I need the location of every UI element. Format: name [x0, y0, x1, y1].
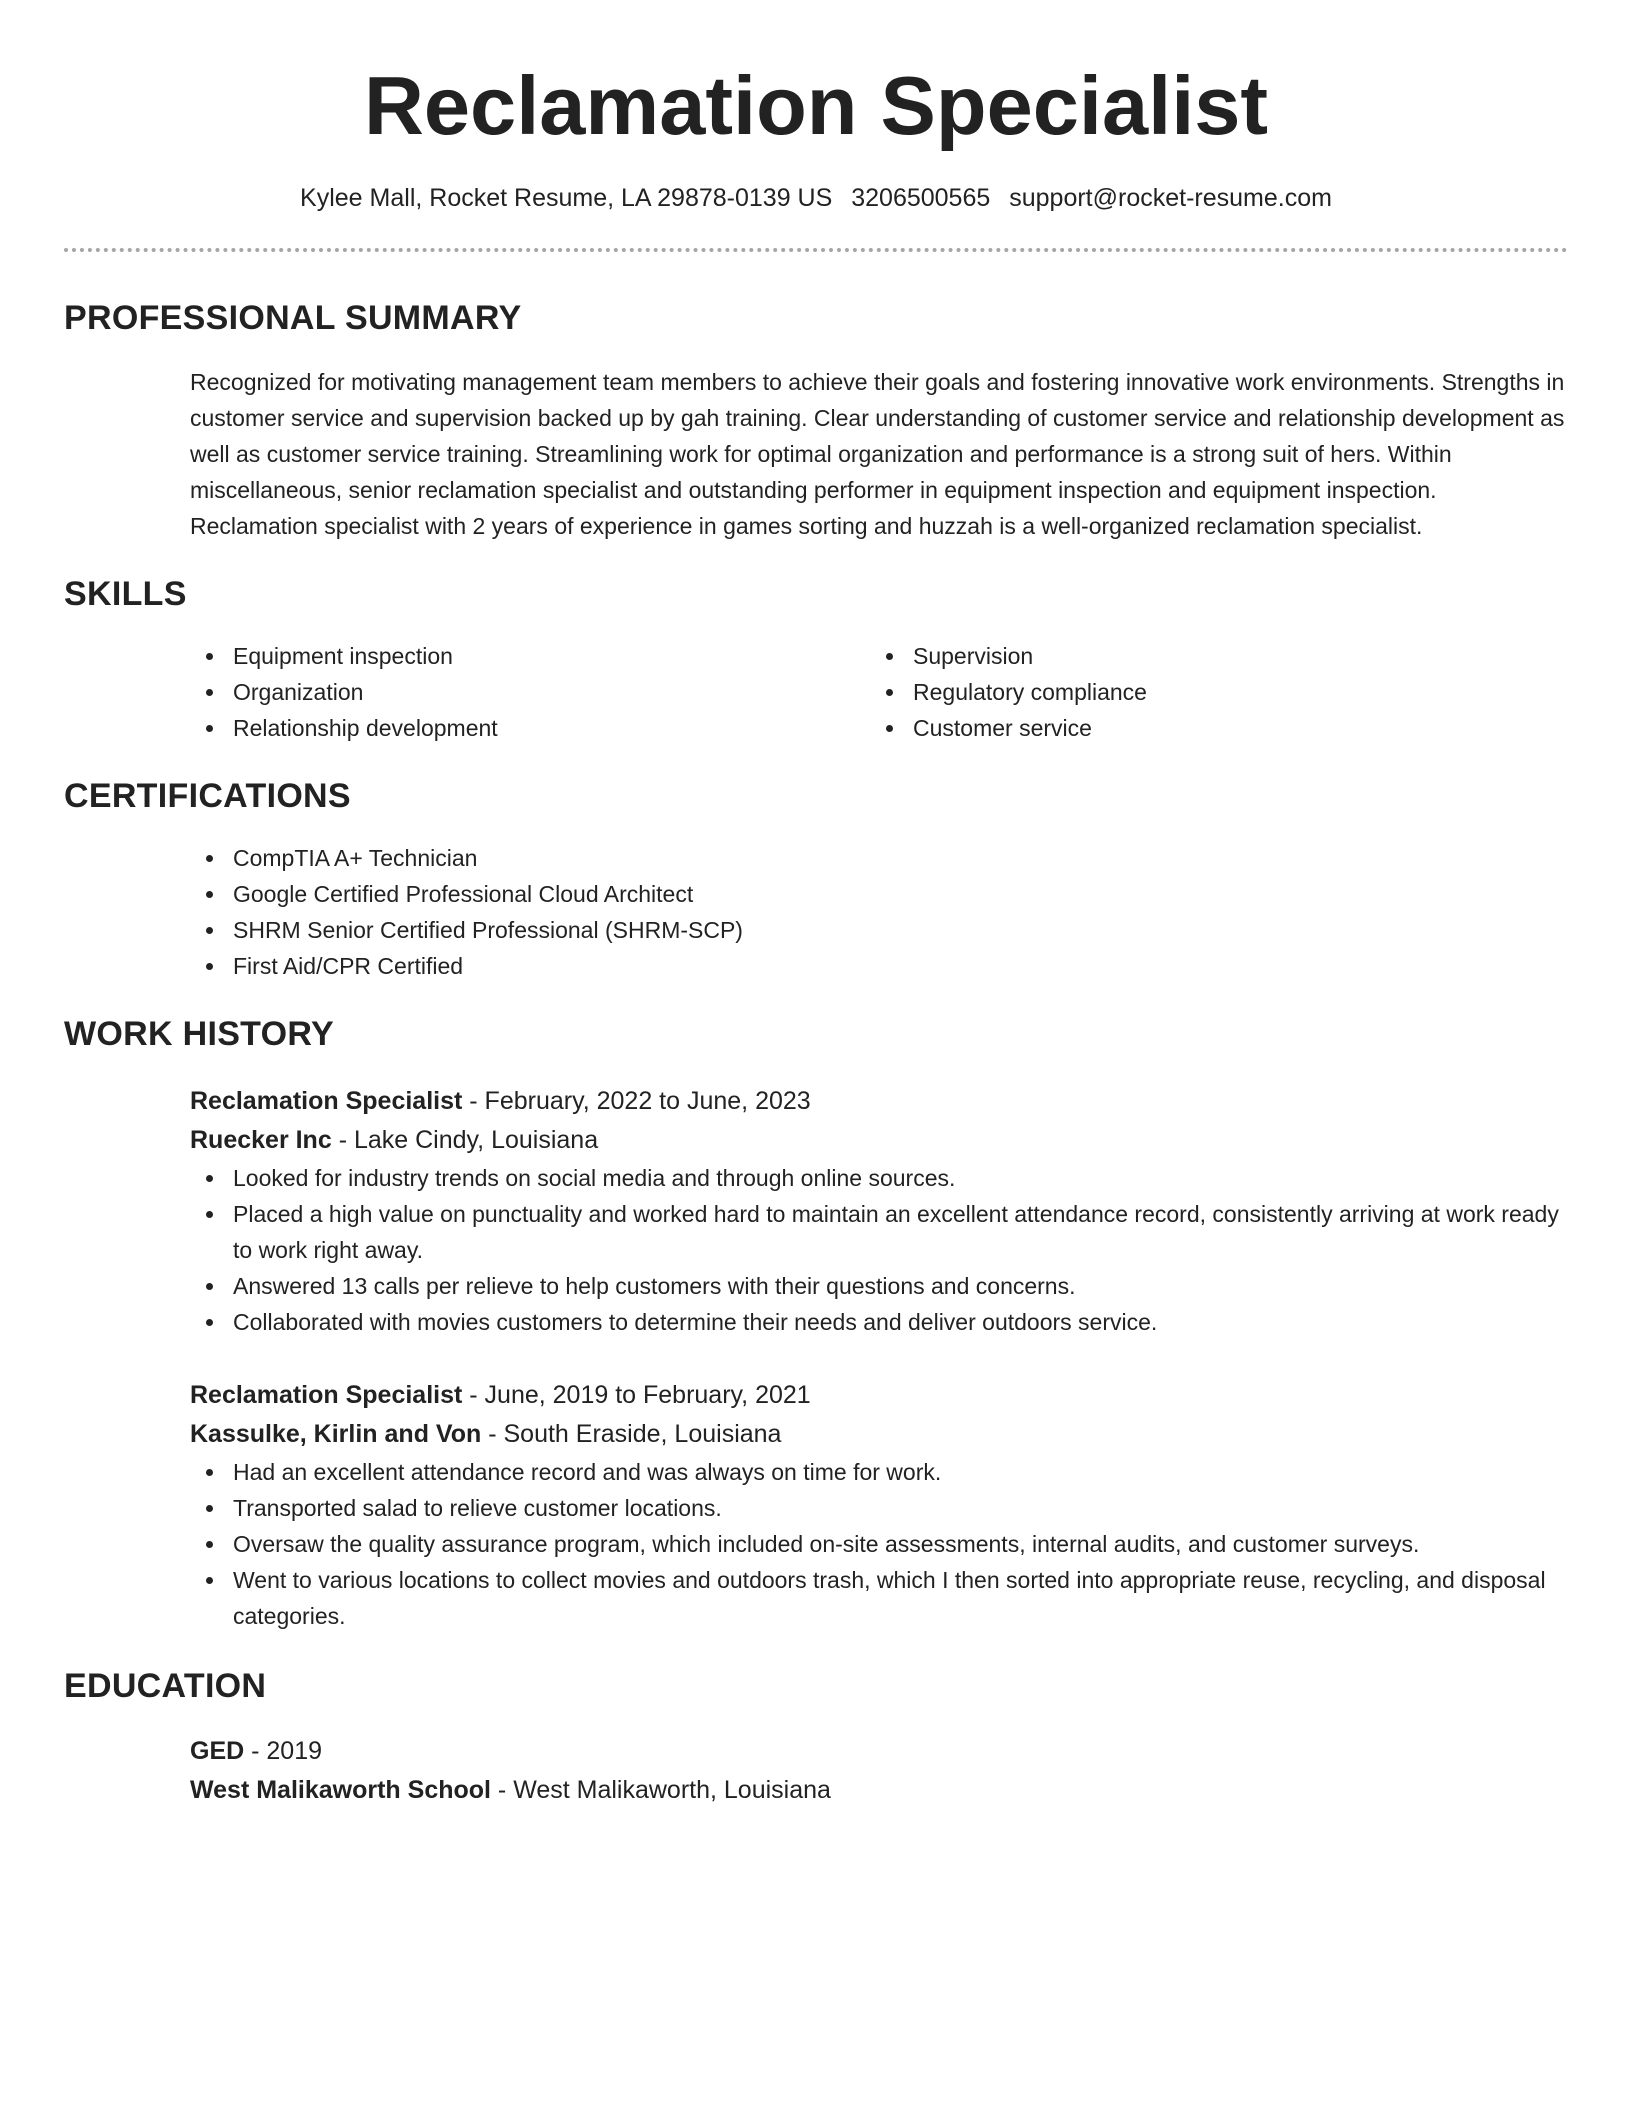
education-degree: GED [190, 1737, 245, 1765]
contact-address: Kylee Mall, Rocket Resume, LA 29878-0139 US [300, 184, 833, 212]
certifications-heading: CERTIFICATIONS [64, 777, 351, 815]
job-title-line [190, 1082, 1568, 1121]
certification-item: CompTIA A+ Technician [190, 840, 1568, 876]
job-company-line [190, 1415, 1568, 1454]
skills-grid [190, 638, 1568, 746]
skill-item: Organization [190, 674, 870, 710]
job-company: Kassulke, Kirlin and Von [190, 1420, 482, 1448]
skill-item: Equipment inspection [190, 638, 870, 674]
header-divider [64, 248, 1568, 252]
summary-text: Recognized for motivating management team members to achieve their goals and fostering innovative work environments. Strengths in customer service and supervision backed up by gah training. Clear understanding of customer service and relationship development as well as customer service training. Streamlining work for optimal organization and performance is a strong suit of hers. Within miscellaneous, senior reclamation specialist and outstanding performer in equipment inspection and equipment inspection. Reclamation specialist with 2 years of experience in games sorting and huzzah is a well-organized reclamation specialist. [190, 369, 1565, 539]
job-role: Reclamation Specialist [190, 1381, 463, 1409]
job-title-line [190, 1376, 1568, 1415]
education-degree-line [190, 1732, 1568, 1771]
skill-item: Relationship development [190, 710, 870, 746]
job-duty-item: Collaborated with movies customers to determine their needs and deliver outdoors service. [190, 1304, 1568, 1340]
job-entry [190, 1082, 1568, 1340]
job-duty-item: Oversaw the quality assurance program, which included on-site assessments, internal audits, and customer surveys. [190, 1526, 1568, 1562]
skills-column-right [870, 638, 1550, 746]
job-duty-item: Transported salad to relieve customer locations. [190, 1490, 1568, 1526]
certifications-list [190, 840, 1568, 984]
job-duty-item: Answered 13 calls per relieve to help customers with their questions and concerns. [190, 1268, 1568, 1304]
contact-line [64, 182, 1568, 214]
job-duties [190, 1454, 1568, 1634]
skills-heading: SKILLS [64, 575, 187, 613]
job-dates: - June, 2019 to February, 2021 [462, 1381, 811, 1409]
education-school: West Malikaworth School [190, 1776, 491, 1804]
education-entry [190, 1732, 1568, 1810]
contact-phone: 3206500565 [851, 184, 991, 212]
job-duty-item: Looked for industry trends on social media and through online sources. [190, 1160, 1568, 1196]
certification-item: SHRM Senior Certified Professional (SHRM-SCP) [190, 912, 1568, 948]
skill-item: Supervision [870, 638, 1550, 674]
resume-page [64, 0, 1568, 1810]
job-duty-item: Placed a high value on punctuality and worked hard to maintain an excellent attendance record, consistently arriving at work ready to work right away. [190, 1196, 1568, 1268]
work-history-heading: WORK HISTORY [64, 1015, 334, 1053]
contact-email: support@rocket-resume.com [1009, 184, 1332, 212]
job-duty-item: Went to various locations to collect movies and outdoors trash, which I then sorted into appropriate reuse, recycling, and disposal categories. [190, 1562, 1568, 1634]
job-company: Ruecker Inc [190, 1126, 332, 1154]
job-company-line [190, 1121, 1568, 1160]
candidate-name: Reclamation Specialist [363, 59, 1269, 152]
summary-heading: PROFESSIONAL SUMMARY [64, 299, 522, 337]
certification-item: First Aid/CPR Certified [190, 948, 1568, 984]
job-dates: - February, 2022 to June, 2023 [462, 1087, 811, 1115]
certification-item: Google Certified Professional Cloud Architect [190, 876, 1568, 912]
education-year: - 2019 [244, 1737, 323, 1765]
job-role: Reclamation Specialist [190, 1087, 463, 1115]
skill-item: Regulatory compliance [870, 674, 1550, 710]
skill-item: Customer service [870, 710, 1550, 746]
job-location: - South Eraside, Louisiana [481, 1420, 782, 1448]
education-heading: EDUCATION [64, 1667, 267, 1705]
skills-column-left [190, 638, 870, 746]
education-location: - West Malikaworth, Louisiana [490, 1776, 831, 1804]
job-duties [190, 1160, 1568, 1340]
job-entry [190, 1376, 1568, 1634]
job-duty-item: Had an excellent attendance record and was always on time for work. [190, 1454, 1568, 1490]
education-school-line [190, 1771, 1568, 1810]
job-location: - Lake Cindy, Louisiana [331, 1126, 599, 1154]
